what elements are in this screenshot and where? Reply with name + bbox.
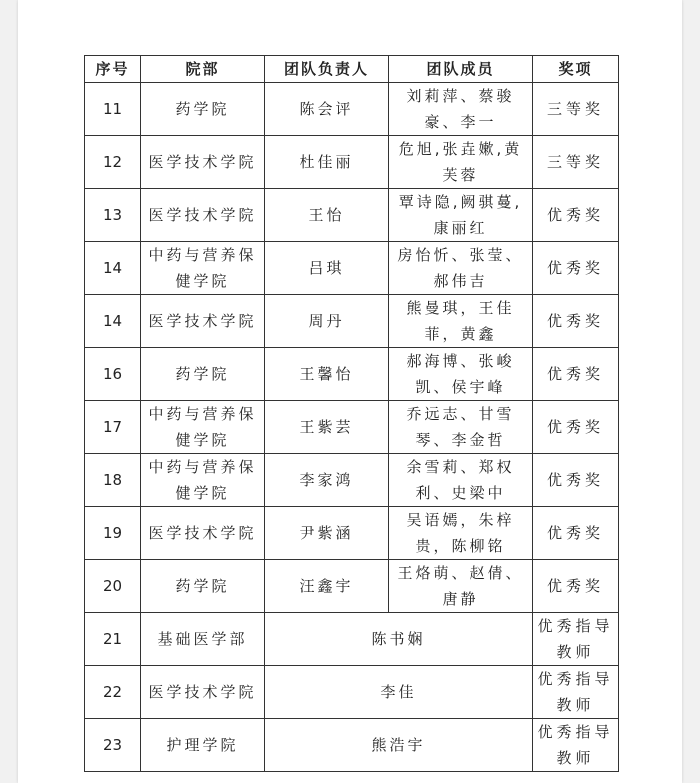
row-leader: 王馨怡 [265, 348, 389, 401]
row-dept: 护理学院 [141, 719, 265, 772]
document-page [18, 0, 682, 783]
table-row [85, 507, 619, 560]
row-no: 14 [85, 295, 141, 348]
row-members: 吴语嫣，朱梓贵，陈柳铭 [389, 507, 533, 560]
row-members: 危旭,张垚嫰,黄芙蓉 [389, 136, 533, 189]
row-award: 优秀奖 [533, 454, 619, 507]
row-dept: 基础医学部 [141, 613, 265, 666]
header-no: 序号 [85, 56, 141, 83]
row-leader: 王紫芸 [265, 401, 389, 454]
row-award: 优秀奖 [533, 348, 619, 401]
row-award: 优秀指导教师 [533, 666, 619, 719]
row-award: 优秀奖 [533, 295, 619, 348]
header-dept: 院部 [141, 56, 265, 83]
row-leader: 尹紫涵 [265, 507, 389, 560]
table-row [85, 348, 619, 401]
row-dept: 药学院 [141, 83, 265, 136]
row-members: 乔远志、甘雪琴、李金哲 [389, 401, 533, 454]
advisor-name: 熊浩宇 [265, 719, 533, 772]
header-members: 团队成员 [389, 56, 533, 83]
row-dept: 医学技术学院 [141, 666, 265, 719]
table-row [85, 189, 619, 242]
row-award: 优秀奖 [533, 189, 619, 242]
header-leader: 团队负责人 [265, 56, 389, 83]
row-dept: 药学院 [141, 348, 265, 401]
row-dept: 中药与营养保健学院 [141, 454, 265, 507]
row-dept: 医学技术学院 [141, 189, 265, 242]
table-header-row [85, 56, 619, 83]
advisor-name: 李佳 [265, 666, 533, 719]
row-award: 优秀奖 [533, 507, 619, 560]
row-dept: 医学技术学院 [141, 507, 265, 560]
row-members: 覃诗隐,阙骐蔓,康丽红 [389, 189, 533, 242]
row-leader: 李家鸿 [265, 454, 389, 507]
row-leader: 王怡 [265, 189, 389, 242]
row-dept: 中药与营养保健学院 [141, 401, 265, 454]
awards-table [84, 55, 619, 772]
row-no: 20 [85, 560, 141, 613]
row-members: 王烙萌、赵倩、唐静 [389, 560, 533, 613]
header-award: 奖项 [533, 56, 619, 83]
advisor-row [85, 719, 619, 772]
table-row [85, 560, 619, 613]
advisor-row [85, 666, 619, 719]
row-no: 19 [85, 507, 141, 560]
row-award: 优秀指导教师 [533, 719, 619, 772]
row-award: 优秀奖 [533, 242, 619, 295]
row-dept: 医学技术学院 [141, 295, 265, 348]
row-members: 刘莉萍、蔡骏豪、李一 [389, 83, 533, 136]
row-no: 16 [85, 348, 141, 401]
table-row [85, 454, 619, 507]
table-row [85, 242, 619, 295]
row-no: 11 [85, 83, 141, 136]
row-leader: 陈会评 [265, 83, 389, 136]
row-award: 三等奖 [533, 136, 619, 189]
row-no: 21 [85, 613, 141, 666]
row-award: 优秀奖 [533, 401, 619, 454]
row-members: 房怡忻、张莹、郝伟吉 [389, 242, 533, 295]
table-row [85, 401, 619, 454]
row-no: 22 [85, 666, 141, 719]
row-members: 熊曼琪，王佳菲，黄鑫 [389, 295, 533, 348]
row-award: 优秀指导教师 [533, 613, 619, 666]
advisor-row [85, 613, 619, 666]
row-no: 14 [85, 242, 141, 295]
row-members: 郝海博、张峻凯、侯宇峰 [389, 348, 533, 401]
table-row [85, 83, 619, 136]
row-award: 三等奖 [533, 83, 619, 136]
table-row [85, 295, 619, 348]
row-leader: 汪鑫宇 [265, 560, 389, 613]
row-no: 18 [85, 454, 141, 507]
row-dept: 药学院 [141, 560, 265, 613]
row-no: 12 [85, 136, 141, 189]
row-dept: 中药与营养保健学院 [141, 242, 265, 295]
row-award: 优秀奖 [533, 560, 619, 613]
row-leader: 吕琪 [265, 242, 389, 295]
row-members: 余雪莉、郑权利、史梁中 [389, 454, 533, 507]
advisor-name: 陈书娴 [265, 613, 533, 666]
row-dept: 医学技术学院 [141, 136, 265, 189]
row-no: 13 [85, 189, 141, 242]
row-leader: 周丹 [265, 295, 389, 348]
row-no: 17 [85, 401, 141, 454]
row-no: 23 [85, 719, 141, 772]
table-row [85, 136, 619, 189]
row-leader: 杜佳丽 [265, 136, 389, 189]
